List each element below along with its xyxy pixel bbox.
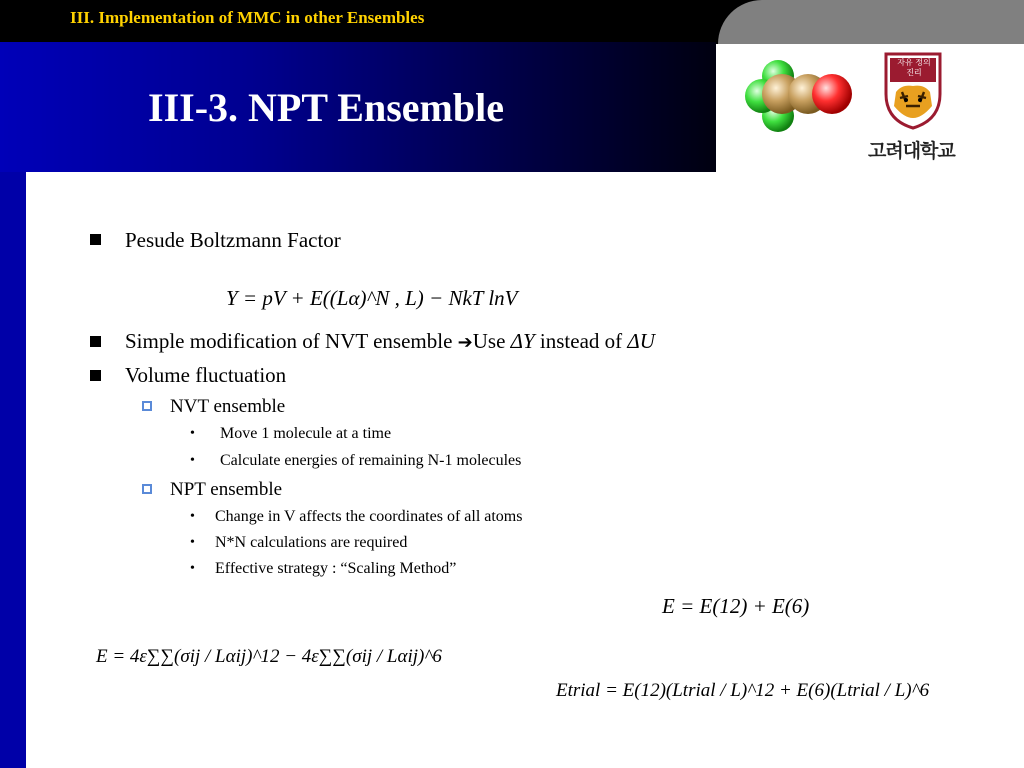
delta-y: ΔY (510, 329, 535, 353)
eq-split-text: E = E(12) + E(6) (662, 594, 810, 618)
delta-u: ΔU (627, 329, 655, 353)
university-name: 고려대학교 (868, 140, 955, 162)
page-title: III-3. NPT Ensemble (148, 85, 504, 130)
dot-bullet-icon: • (190, 453, 195, 468)
breadcrumb: III. Implementation of MMC in other Ensembles (70, 8, 425, 27)
hollow-square-bullet-icon (142, 401, 152, 411)
dot-bullet-icon: • (190, 561, 195, 576)
instead-text: instead of (534, 329, 628, 353)
equation-trial-energy (556, 680, 929, 702)
logo-area (716, 44, 1024, 172)
dot-bullet-icon: • (190, 535, 195, 550)
square-bullet-icon (90, 336, 101, 347)
eq-trial-text: Etrial = E(12)(Ltrial / L)^12 + E(6)(Ltrial / L)^6 (556, 680, 930, 701)
dot-bullet-icon: • (190, 426, 195, 441)
dot-bullet-icon: • (190, 509, 195, 524)
bullet-boltzmann: Pesude Boltzmann Factor (125, 228, 341, 252)
npt-item: Effective strategy : “Scaling Method” (215, 560, 457, 577)
content-area (26, 172, 1024, 768)
hollow-square-bullet-icon (142, 484, 152, 494)
equation-lj-energy (96, 646, 442, 668)
use-text: Use (472, 329, 511, 353)
nvt-item: Move 1 molecule at a time (220, 425, 392, 442)
arrow-icon: ➔ (457, 332, 473, 353)
header-tab (718, 0, 1024, 44)
npt-label: NPT ensemble (170, 479, 283, 500)
bullet-volume: Volume fluctuation (125, 363, 287, 387)
eq-energy-text: E = 4ε∑∑(σij / Lαij)^12 − 4ε∑∑(σij / Lαij)^6 (96, 646, 442, 667)
nvt-label: NVT ensemble (170, 396, 286, 417)
crest-text: 자유 정의 진리 (897, 58, 931, 77)
equation-pseudo-boltzmann (226, 286, 517, 311)
nvt-item: Calculate energies of remaining N-1 molecules (220, 452, 522, 469)
molecule-icon (738, 58, 858, 138)
square-bullet-icon (90, 370, 101, 381)
equation-energy-split (662, 594, 809, 619)
bullet-modification (125, 329, 655, 354)
eq1-text: Y = pV + E((Lα)^N , L) − NkT lnV (226, 286, 518, 310)
square-bullet-icon (90, 234, 101, 245)
bullet-modification-text: Simple modification of NVT ensemble (125, 329, 458, 353)
left-stripe (0, 172, 26, 768)
npt-item: N*N calculations are required (215, 534, 408, 551)
npt-item: Change in V affects the coordinates of all atoms (215, 508, 523, 525)
